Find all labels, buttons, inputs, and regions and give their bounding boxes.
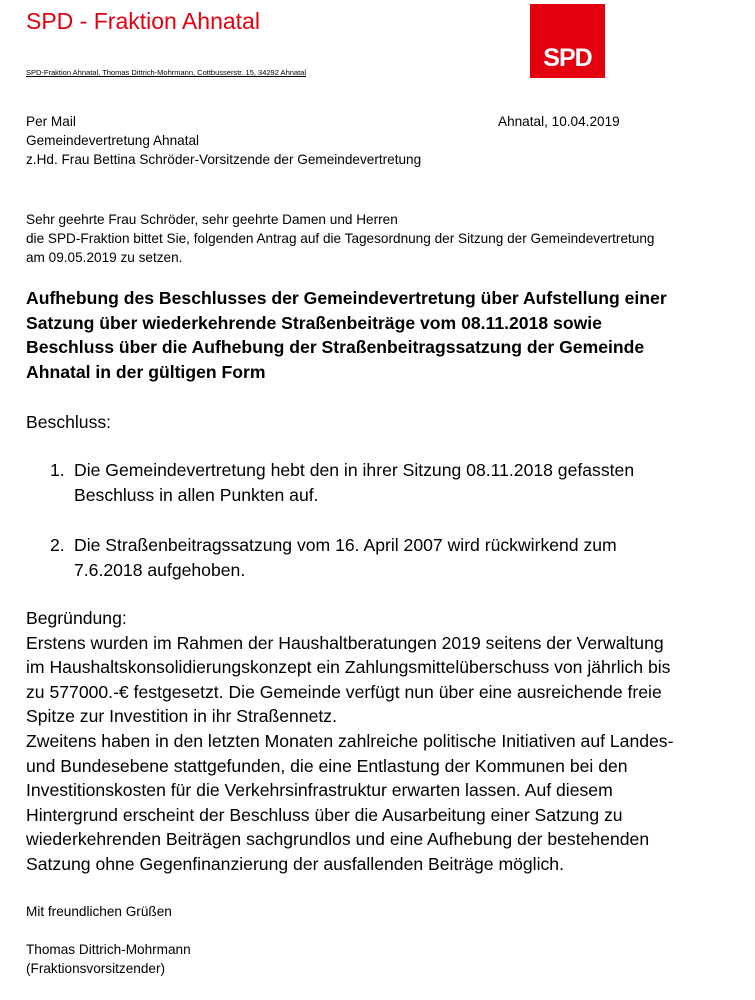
- motion-title-line: Beschluss über die Aufhebung der Straßenbeitragssatzung der Gemeinde: [26, 337, 645, 357]
- recipient-name: Gemeindevertretung Ahnatal: [26, 133, 200, 148]
- motion-title-line: Ahnatal in der gültigen Form: [26, 361, 266, 382]
- motion-title: [26, 286, 726, 384]
- resolution-label: Beschluss:: [26, 412, 112, 432]
- letter-date: Ahnatal, 10.04.2019: [498, 114, 620, 129]
- spd-logo: [530, 4, 605, 78]
- salutation-line: am 09.05.2019 zu setzen.: [26, 250, 183, 265]
- reasoning-line: Satzung ohne Gegenfinanzierung der ausfallenden Beiträge möglich.: [26, 853, 564, 874]
- reasoning-line: Hintergrund erscheint der Beschluss über die Ausarbeitung einer Satzung zu: [26, 804, 623, 825]
- org-title: SPD - Fraktion Ahnatal: [26, 8, 260, 34]
- resolution-item: [50, 458, 690, 507]
- resolution-item-line: Die Straßenbeitragssatzung vom 16. April 2007 wird rückwirkend zum: [74, 535, 617, 555]
- reasoning-line: Investitionskosten für die Verkehrsinfrastruktur erwarten lassen. Auf diesem: [26, 780, 613, 801]
- reasoning-section: [26, 606, 726, 877]
- motion-title-line: Aufhebung des Beschlusses der Gemeindevertretung über Aufstellung einer: [26, 288, 667, 308]
- recipient-address: [26, 112, 421, 169]
- resolution-item-number: 2.: [50, 535, 65, 555]
- sender-address-line: SPD-Fraktion Ahnatal, Thomas Dittrich-Mohrmann, Cottbusserstr. 15, 34292 Ahnatal: [26, 68, 306, 77]
- resolution-item-line: Die Gemeindevertretung hebt den in ihrer Sitzung 08.11.2018 gefassten: [74, 460, 635, 480]
- motion-title-line: Satzung über wiederkehrende Straßenbeiträge vom 08.11.2018 sowie: [26, 312, 602, 333]
- resolution-item: [50, 533, 690, 582]
- resolution-item-text: [74, 458, 690, 507]
- resolution-item-line: 7.6.2018 aufgehoben.: [74, 559, 246, 580]
- reasoning-line: Erstens wurden im Rahmen der Haushaltberatungen 2019 seitens der Verwaltung: [26, 632, 664, 653]
- reasoning-line: Zweitens haben in den letzten Monaten zahlreiche politische Initiativen auf Landes-: [26, 730, 674, 751]
- salutation-line: die SPD-Fraktion bittet Sie, folgenden Antrag auf die Tagesordnung der Sitzung der Gemeindevertretung: [26, 231, 655, 246]
- delivery-method: Per Mail: [26, 114, 76, 129]
- resolution-item-text: [74, 533, 690, 582]
- signature-block: [26, 940, 191, 978]
- reasoning-line: im Haushaltskonsolidierungskonzept ein Zahlungsmittelüberschuss von jährlich bis: [26, 657, 671, 678]
- reasoning-line: wiederkehrenden Beiträgen sachgrundlos und eine Aufhebung der bestehenden: [26, 829, 650, 850]
- resolution-item-line: Beschluss in allen Punkten auf.: [74, 484, 319, 505]
- signer-name: Thomas Dittrich-Mohrmann: [26, 942, 191, 957]
- signer-role: (Fraktionsvorsitzender): [26, 961, 165, 976]
- spd-logo-text: SPD: [543, 44, 592, 72]
- closing-greeting: Mit freundlichen Grüßen: [26, 904, 172, 919]
- recipient-attention: z.Hd. Frau Bettina Schröder-Vorsitzende der Gemeindevertretung: [26, 152, 422, 167]
- reasoning-label: Begründung:: [26, 608, 127, 628]
- resolution-item-number: 1.: [50, 460, 65, 480]
- salutation: [26, 210, 654, 267]
- reasoning-line: und Bundesebene stattgefunden, die eine Entlastung der Kommunen bei den: [26, 755, 628, 776]
- salutation-line: Sehr geehrte Frau Schröder, sehr geehrte Damen und Herren: [26, 212, 398, 227]
- reasoning-line: zu 577000.-€ festgesetzt. Die Gemeinde verfügt nun über eine ausreichende freie: [26, 681, 662, 702]
- reasoning-line: Spitze zur Investition in ihr Straßennetz.: [26, 706, 337, 727]
